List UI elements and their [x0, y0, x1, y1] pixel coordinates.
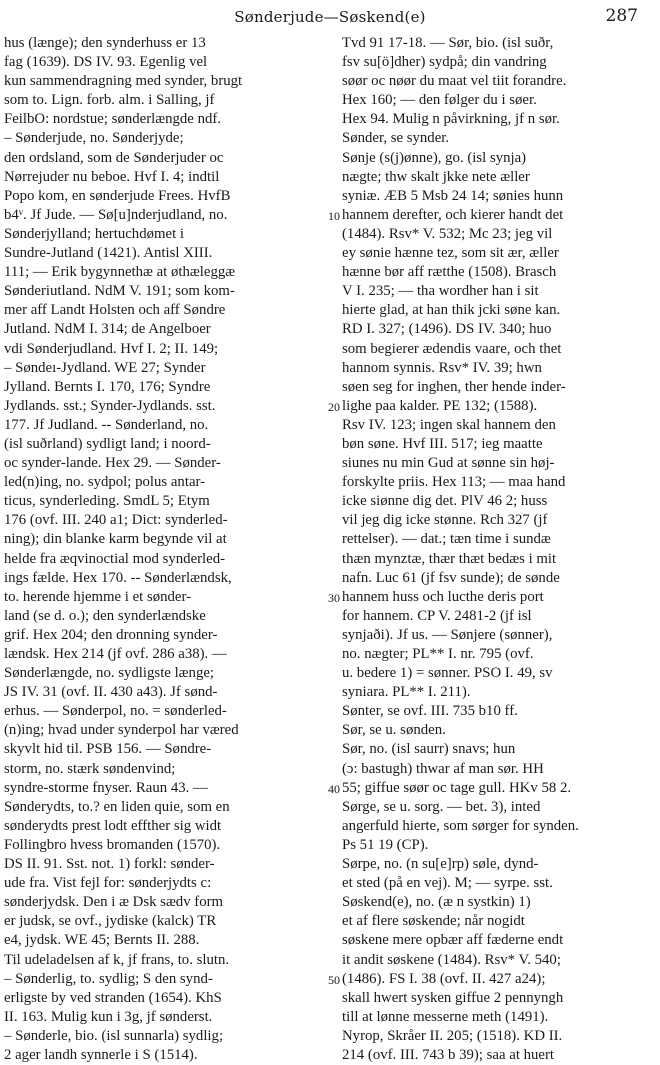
text-line: Hex 94. Mulig n påvirkning, jf n sør. [342, 111, 560, 128]
text-line: Nyrop, Skråer II. 205; (1518). KD II. [342, 1027, 563, 1044]
text-line: 55; giffue søør oc tage gull. HKv 58 2. [342, 779, 572, 796]
text-line: Jutland. NdM I. 314; de Angelboer [4, 321, 211, 338]
text-line: – Sønderjude, no. Sønderjyde; [4, 130, 184, 147]
text-line: Sønje (s(j)ønne), go. (isl synja) [342, 149, 527, 166]
text-line: no. nægter; PL** I. nr. 795 (ovf. [342, 646, 534, 662]
text-line: b4ᵛ. Jf Jude. — Sø[u]nderjudland, no. [4, 206, 228, 223]
text-line: kun sammendragning med synder, brugt [4, 73, 243, 90]
text-line: skyvlt hid til. PSB 156. — Søndre- [4, 741, 212, 758]
left-column [4, 34, 322, 1065]
text-line: den ordsland, som de Sønderjuder oc [4, 149, 224, 166]
text-line: land (se d. o.); den synderlændske [4, 607, 206, 624]
text-line: ey sønie hænne tez, som sit ær, æller [342, 245, 559, 262]
text-line: Sønderjylland; hertuchdømet i [4, 225, 184, 242]
text-line: hannem derefter, och kierer handt det [342, 206, 564, 223]
text-line: forskylte priis. Hex 113; — maa hand [342, 474, 566, 491]
text-line: u. bedere 1) = sønner. PSO I. 49, sv [342, 665, 553, 682]
text-line: Jylland. Bernts I. 170, 176; Syndre [4, 378, 211, 395]
text-line: Sønderiutland. NdM V. 191; som kom- [4, 283, 235, 300]
text-line: FeilbO: nordstue; sønderlængde ndf. [4, 111, 221, 128]
text-line: fag (1639). DS IV. 93. Egenlig vel [4, 54, 208, 71]
text-line: JS IV. 31 (ovf. II. 430 a43). Jf sønd- [4, 684, 218, 701]
text-line: e4, jydsk. WE 45; Bernts II. 288. [4, 932, 200, 949]
text-line: II. 163. Mulig kun i 3g, jf sønderst. [4, 1008, 213, 1025]
text-line: Follingbro hvess bromanden (1570). [4, 836, 221, 853]
text-line: syniæ. ÆB 5 Msb 24 14; sønies hunn [342, 187, 564, 204]
text-line: icke siønne dig det. PlV 46 2; huss [342, 493, 548, 510]
text-line: erligste by ved stranden (1654). KhS [4, 989, 222, 1006]
text-line: ings fælde. Hex 170. -- Sønderlændsk, [4, 569, 232, 586]
text-line: (ɔ: bastugh) thwar af man sør. HH [342, 760, 544, 777]
text-line: hannem huss och lucthe deris port [342, 588, 544, 605]
text-line: Sørge, se u. sorg. — bet. 3), inted [342, 798, 541, 815]
text-line: mer aff Landt Holsten och aff Søndre [4, 302, 226, 319]
text-line: angerfuld hierte, som sørger for synden. [342, 817, 579, 834]
text-line: Ps 51 19 (CP). [342, 836, 429, 853]
text-line: som begierer ædendis vaare, och thet [342, 340, 562, 357]
text-line: led(n)ing, no. sydpol; polus antar- [4, 474, 206, 491]
text-line: to. herende hjemme i et sønder- [4, 588, 192, 605]
text-line: sønderydts prest lodt effther sig widt [4, 817, 222, 834]
text-line: oc synder-lande. Hex 29. — Sønder- [4, 455, 221, 472]
text-line: bøn søne. Hvf III. 517; ieg maatte [342, 435, 543, 452]
text-line: Sørpe, no. (n su[e]rp) søle, dynd- [342, 856, 539, 873]
text-line: Sundre-Jutland (1421). Antisl XIII. [4, 245, 213, 262]
text-line: Sønder, se synder. [342, 130, 450, 147]
text-line: et af flere søskende; når nogidt [342, 913, 525, 930]
text-line: lighe paa kalder. PE 132; (1588). [342, 397, 538, 414]
text-line: Tvd 91 17-18. — Sør, bio. (isl suðr, [342, 35, 554, 51]
text-line: Sønter, se ovf. III. 735 b10 ff. [342, 703, 518, 720]
text-line: 111; — Erik bygynnethæ at øthæleggæ [4, 264, 236, 281]
line-number-marker: 10 [328, 208, 340, 223]
text-line: 176 (ovf. III. 240 a1; Dict: synderled- [4, 512, 228, 529]
text-line: – Sønderlig, to. sydlig; S den synd- [4, 970, 213, 987]
text-line: Til udeladelsen af k, jf frans, to. slutn. [4, 951, 230, 968]
text-line: (n)ing; hvad under synderpol har væred [4, 722, 239, 739]
text-line: (isl suðrland) sydligt land; i noord- [4, 435, 211, 452]
text-line: hannom synnis. Rsv* IV. 39; hwn [342, 359, 542, 376]
text-line: RD I. 327; (1496). DS IV. 340; huo [342, 321, 552, 338]
text-line: ude fra. Vist fejl for: sønderjydts c: [4, 875, 212, 892]
text-line: Søskend(e), no. (æ n systkin) 1) [342, 894, 531, 911]
page-number: 287 [605, 6, 638, 26]
text-line: søør oc nøør du maat vel tiit forandre. [342, 73, 567, 90]
text-line: nægte; thw skalt jkke nete æller [342, 168, 530, 185]
text-line: søen seg for inghen, ther hende inder- [342, 378, 566, 395]
text-line: sønderjydsk. Den i æ Dsk sædv form [4, 894, 224, 911]
text-line: till at lønne messerne meth (1491). [342, 1008, 549, 1025]
running-head: Sønderjude—Søskend(e) [234, 8, 426, 26]
text-line: Popo kom, en sønderjude Frees. HvfB [4, 187, 231, 204]
text-line: søskene mere opbær aff fæderne endt [342, 932, 564, 949]
text-line: DS II. 91. Sst. not. 1) forkl: sønder- [4, 856, 215, 873]
line-number-marker: 30 [328, 590, 340, 605]
text-line: Sønderydts, to.? en liden quie, som en [4, 798, 230, 815]
page-header [0, 0, 660, 34]
text-line: fsv su[ö]dher) sydpå; din vandring [342, 54, 547, 71]
line-number-marker: 20 [328, 399, 340, 414]
text-line: siunes nu min Gud at sønne sin høj- [342, 455, 555, 472]
text-line: – Sønderle, bio. (isl sunnarla) sydlig; [4, 1027, 224, 1044]
text-line: helde fra æqvinoctial mod synderled- [4, 550, 226, 567]
text-line: ning); din blanke karm begynde vil at [4, 531, 227, 548]
text-line: hierte glad, at han thik jcki søne kan. [342, 302, 561, 319]
text-line: hænne bør aff rætthe (1508). Brasch [342, 264, 557, 281]
text-line: ticus, synderleding. SmdL 5; Etym [4, 493, 210, 510]
text-line: grif. Hex 204; den dronning synder- [4, 626, 218, 643]
text-line: lændsk. Hex 214 (jf ovf. 286 a38). — [4, 646, 227, 662]
text-line: it andit søskene (1484). Rsv* V. 540; [342, 951, 561, 968]
text-line: for hannem. CP V. 2481-2 (jf isl [342, 607, 532, 624]
text-line: Sønderlængde, no. sydligste længe; [4, 665, 215, 682]
text-line: 2 ager landh synnerle i S (1514). [4, 1046, 198, 1063]
text-line: Rsv IV. 123; ingen skal hannem den [342, 416, 556, 433]
text-line: hus (længe); den synderhuss er 13 [4, 35, 206, 51]
text-line: (1486). FS I. 38 (ovf. II. 427 a24); [342, 970, 546, 987]
text-line: thæn mynztæ, thær thæt bedæs i mit [342, 550, 557, 567]
text-line: Jydlands. sst.; Synder-Jydlands. sst. [4, 397, 216, 414]
text-line: syndre-storme fnyser. Raun 43. — [4, 779, 208, 796]
text-line: Hex 160; — den følger du i søer. [342, 92, 537, 109]
line-number-marker: 50 [328, 972, 340, 987]
text-line: et sted (på en vej). M; — syrpe. sst. [342, 875, 553, 892]
text-line: vdi Sønderjudland. Hvf I. 2; II. 149; [4, 340, 219, 357]
text-line: som to. Lign. forb. alm. i Salling, jf [4, 92, 215, 109]
text-line: nafn. Luc 61 (jf fsv sunde); de sønde [342, 569, 560, 586]
text-line: – Søndeı-Jydland. WE 27; Synder [4, 359, 206, 376]
text-line: Sør, se u. sønden. [342, 722, 446, 739]
text-line: Sør, no. (isl saurr) snavs; hun [342, 741, 516, 758]
text-line: 177. Jf Judland. -- Sønderland, no. [4, 416, 209, 433]
text-line: 214 (ovf. III. 743 b 39); saa at huert [342, 1046, 555, 1063]
text-line: er judsk, se ovf., jydiske (kalck) TR [4, 913, 217, 930]
text-line: syniara. PL** I. 211). [342, 684, 471, 701]
line-number-marker: 40 [328, 781, 340, 796]
text-line: vil jeg dig icke stønne. Rch 327 (jf [342, 512, 548, 529]
text-line: (1484). Rsv* V. 532; Mc 23; jeg vil [342, 225, 553, 242]
text-line: erhus. — Sønderpol, no. = sønderled- [4, 703, 227, 720]
text-line: synjaði). Jf us. — Sønjere (sønner), [342, 626, 553, 643]
text-line: V I. 235; — tha wordher han i sit [342, 283, 539, 300]
text-line: skall hwert sysken giffue 2 pennyngh [342, 989, 564, 1006]
text-line: storm, no. stærk søndenvind; [4, 760, 176, 777]
right-column [342, 34, 654, 1065]
text-line: Nørrejuder nu beboe. Hvf I. 4; indtil [4, 168, 220, 185]
text-line: rettelser). — dat.; tæn time i sundæ [342, 531, 551, 548]
